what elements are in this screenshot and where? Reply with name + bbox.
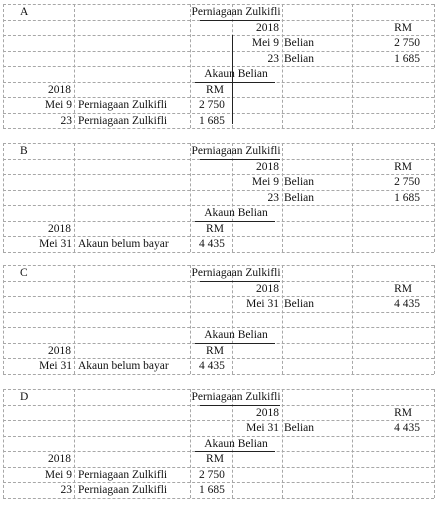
t-account-divider xyxy=(232,35,233,124)
entry-amount: 1 685 xyxy=(394,52,420,65)
account-title: Akaun Belian xyxy=(204,207,268,219)
grid-line xyxy=(3,252,434,253)
entry-date: 23 xyxy=(60,114,72,127)
entry-date: Mei 31 xyxy=(246,298,279,310)
option-label: C xyxy=(20,267,28,279)
currency-label: RM xyxy=(206,83,224,96)
grid-line xyxy=(74,4,75,128)
t-account-rule xyxy=(200,281,280,282)
entry-detail: Akaun belum bayar xyxy=(78,360,169,372)
entry-amount: 1 685 xyxy=(199,114,225,127)
year-label: 2018 xyxy=(48,453,71,465)
grid-line xyxy=(434,143,435,252)
entry-date: Mei 31 xyxy=(246,422,279,434)
grid-line xyxy=(282,389,283,498)
entry-detail: Akaun belum bayar xyxy=(78,238,169,250)
entry-detail: Perniagaan Zulkifli xyxy=(78,468,168,481)
year-label: 2018 xyxy=(256,160,279,173)
entry-detail: Belian xyxy=(284,37,315,49)
grid-line xyxy=(282,143,283,252)
currency-label: RM xyxy=(394,21,412,34)
account-title: Perniagaan Zulkifli xyxy=(191,145,281,157)
entry-amount: 4 435 xyxy=(199,360,225,372)
t-account-rule xyxy=(195,451,275,452)
account-title: Akaun Belian xyxy=(204,68,268,80)
currency-label: RM xyxy=(206,344,224,357)
grid-line xyxy=(282,4,283,128)
account-title: Perniagaan Zulkifli xyxy=(191,6,281,18)
entry-amount: 1 685 xyxy=(199,484,225,496)
entry-amount: 2 750 xyxy=(394,37,420,49)
currency-label: RM xyxy=(394,160,412,173)
entry-date: Mei 9 xyxy=(44,468,72,481)
t-account-rule xyxy=(200,405,280,406)
entry-amount: 2 750 xyxy=(199,468,225,481)
grid-line xyxy=(3,312,434,313)
entry-date: Mei 9 xyxy=(44,99,72,111)
entry-detail: Belian xyxy=(284,52,315,65)
grid-line xyxy=(3,374,434,375)
entry-detail: Belian xyxy=(284,176,315,188)
year-label: 2018 xyxy=(48,222,71,235)
entry-date: Mei 9 xyxy=(251,176,279,188)
entry-detail: Belian xyxy=(284,422,315,434)
entry-date: 23 xyxy=(267,52,279,65)
entry-amount: 2 750 xyxy=(199,99,225,111)
t-account-rule xyxy=(200,20,280,21)
entry-detail: Perniagaan Zulkifli xyxy=(78,114,168,127)
t-account-rule xyxy=(195,343,275,344)
entry-date: 23 xyxy=(60,484,72,496)
account-title: Akaun Belian xyxy=(204,437,268,450)
entry-date: Mei 31 xyxy=(39,238,72,250)
grid-line xyxy=(74,143,75,252)
t-account-rule xyxy=(195,221,275,222)
year-label: 2018 xyxy=(48,83,71,96)
grid-line xyxy=(3,128,434,129)
entry-date: 23 xyxy=(267,191,279,204)
option-label: D xyxy=(20,391,29,403)
currency-label: RM xyxy=(206,453,224,465)
currency-label: RM xyxy=(394,282,412,295)
account-title: Akaun Belian xyxy=(204,329,268,341)
grid-line xyxy=(3,498,434,499)
t-account-rule xyxy=(195,82,275,83)
year-label: 2018 xyxy=(48,344,71,357)
entry-amount: 1 685 xyxy=(394,191,420,204)
option-label: A xyxy=(20,6,29,18)
grid-line xyxy=(434,265,435,374)
entry-amount: 4 435 xyxy=(199,238,225,250)
entry-amount: 4 435 xyxy=(394,422,420,434)
entry-amount: 2 750 xyxy=(394,176,420,188)
entry-detail: Perniagaan Zulkifli xyxy=(78,99,168,111)
grid-line xyxy=(434,4,435,128)
entry-detail: Belian xyxy=(284,191,315,204)
grid-line xyxy=(74,389,75,498)
year-label: 2018 xyxy=(256,21,279,34)
grid-line xyxy=(282,265,283,374)
entry-date: Mei 31 xyxy=(39,360,72,372)
grid-line xyxy=(74,265,75,374)
year-label: 2018 xyxy=(256,406,279,419)
entry-date: Mei 9 xyxy=(251,37,279,49)
entry-detail: Belian xyxy=(284,298,315,310)
entry-amount: 4 435 xyxy=(394,298,420,310)
option-label: B xyxy=(20,145,28,157)
year-label: 2018 xyxy=(256,282,279,295)
account-title: Perniagaan Zulkifli xyxy=(191,391,281,403)
account-title: Perniagaan Zulkifli xyxy=(191,267,281,279)
currency-label: RM xyxy=(394,406,412,419)
currency-label: RM xyxy=(206,222,224,235)
t-account-rule xyxy=(200,159,280,160)
entry-detail: Perniagaan Zulkifli xyxy=(78,484,168,496)
grid-line xyxy=(434,389,435,498)
